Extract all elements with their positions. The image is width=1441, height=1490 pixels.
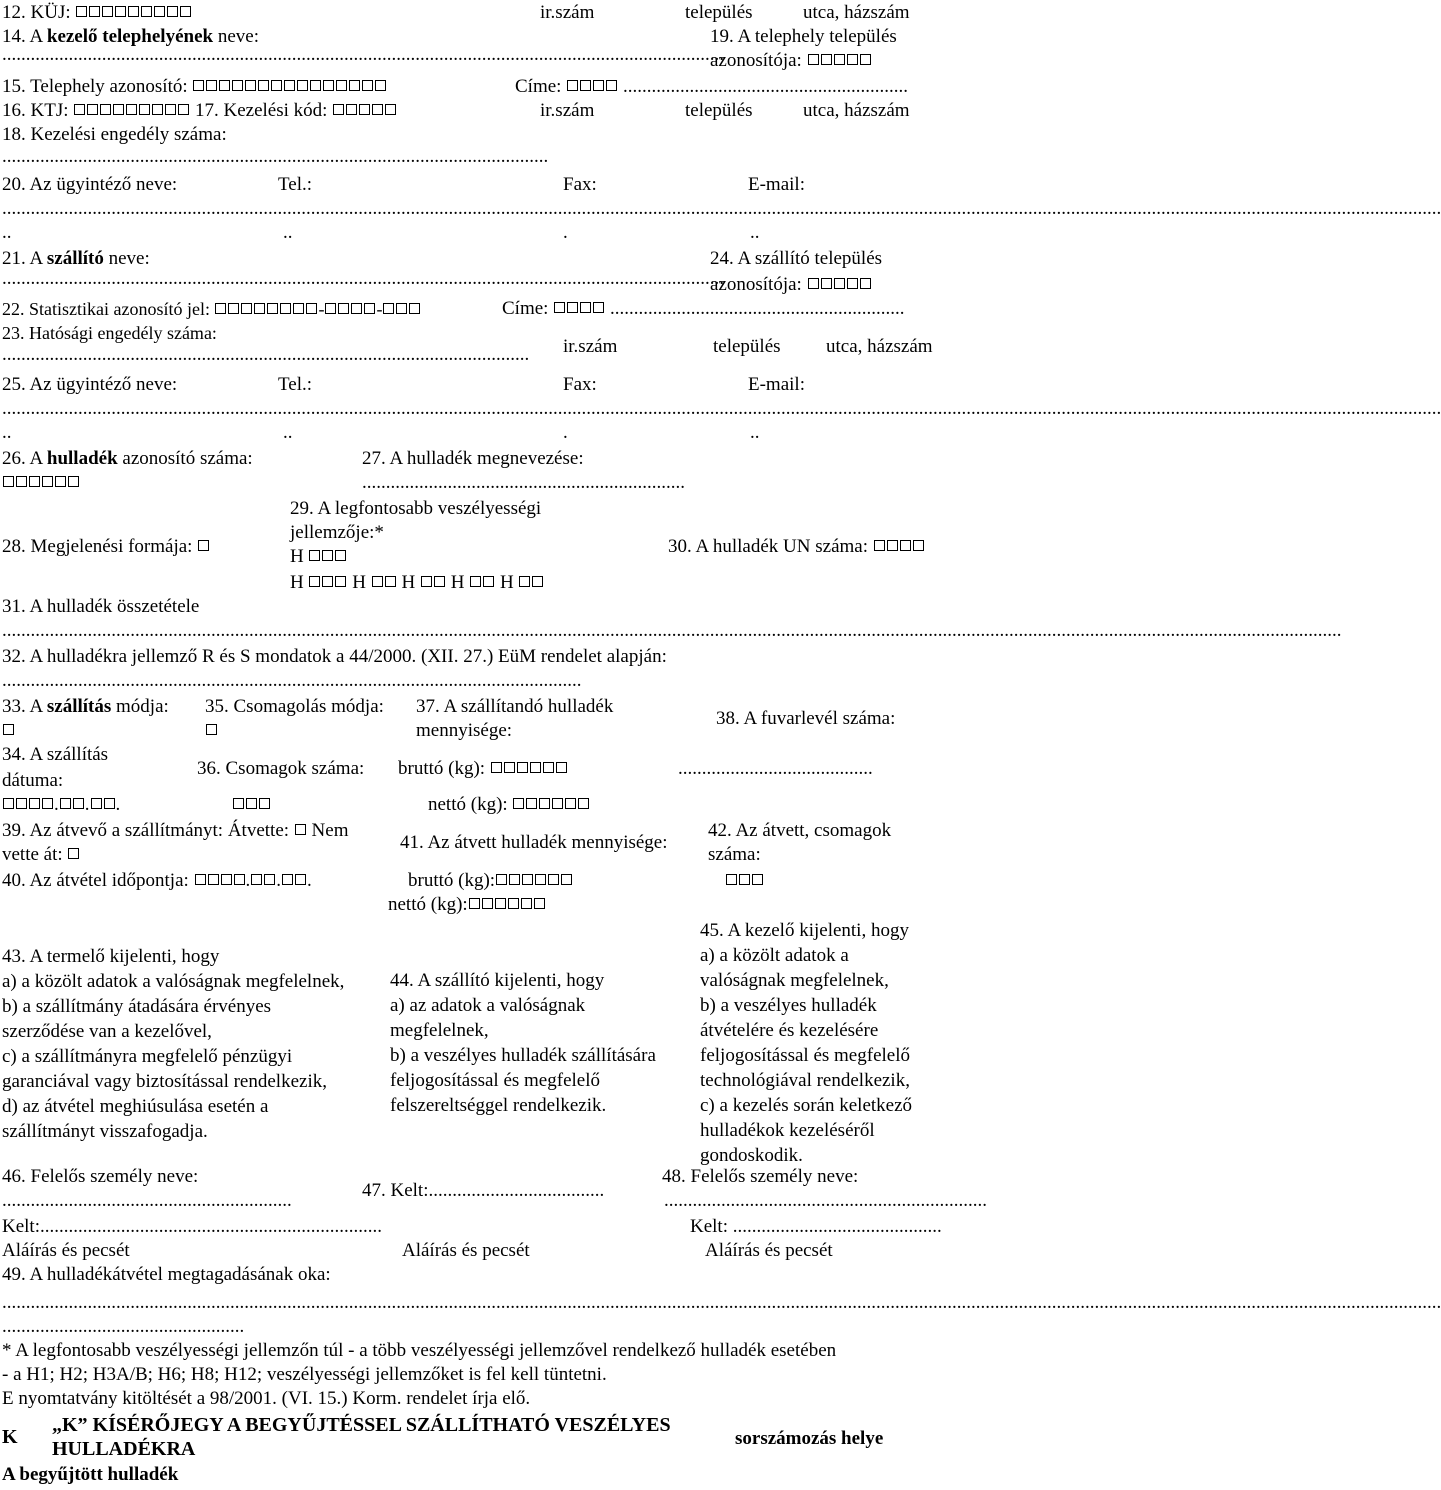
field-39: 39. Az átvevő a szállítmányt: Átvette: Nem [2, 820, 349, 841]
input-box[interactable] [421, 576, 432, 587]
dots: .................................................................... [362, 472, 685, 493]
dots: ................................................... [2, 1316, 245, 1337]
input-box[interactable] [383, 303, 394, 314]
label-email-1: E-mail: [748, 174, 805, 195]
input-box[interactable] [91, 798, 102, 809]
field-34: 34. A szállítás [2, 744, 109, 765]
input-box[interactable] [60, 798, 71, 809]
dots: . [563, 422, 568, 443]
input-box[interactable] [739, 874, 750, 885]
field-40: 40. Az átvétel időpontja: . . . [2, 870, 312, 891]
label-utca: utca, házszám [803, 2, 910, 23]
input-box[interactable] [73, 798, 84, 809]
input-box[interactable] [215, 303, 226, 314]
declaration-line: 44. A szállító kijelenti, hogy [390, 970, 605, 991]
input-box[interactable] [264, 874, 275, 885]
input-box[interactable] [561, 874, 572, 885]
declaration-line: garanciával vagy biztosítással rendelkezik, [2, 1071, 327, 1092]
input-box[interactable] [333, 104, 344, 115]
input-box[interactable] [821, 54, 832, 65]
dots: ............................................................................................................................................................................................................................................................................................................... [2, 398, 1441, 419]
input-box[interactable] [887, 540, 898, 551]
input-box[interactable] [246, 798, 257, 809]
label-email-2: E-mail: [748, 374, 805, 395]
input-box[interactable] [434, 576, 445, 587]
input-box[interactable] [219, 80, 230, 91]
input-box[interactable] [198, 540, 209, 551]
input-box[interactable] [385, 104, 396, 115]
input-box[interactable] [16, 476, 27, 487]
input-box[interactable] [323, 80, 334, 91]
input-box[interactable] [335, 550, 346, 561]
input-box[interactable] [16, 798, 27, 809]
input-box[interactable] [254, 303, 265, 314]
input-box[interactable] [241, 303, 252, 314]
input-box[interactable] [208, 874, 219, 885]
csomag-szam-boxes [232, 794, 271, 816]
field-27: 27. A hulladék megnevezése: [362, 448, 584, 469]
input-box[interactable] [154, 6, 165, 17]
h-code-main: H [290, 546, 347, 568]
input-box[interactable] [115, 6, 126, 17]
field-20: 20. Az ügyintéző neve: [2, 174, 178, 195]
label-irszam-3: ir.szám [563, 336, 618, 357]
declaration-line: c) a szállítmányra megfelelő pénzügyi [2, 1046, 293, 1067]
input-box[interactable] [364, 303, 375, 314]
declaration-line: a) az adatok a valóságnak [390, 995, 586, 1016]
input-box[interactable] [535, 874, 546, 885]
input-box[interactable] [221, 874, 232, 885]
input-box[interactable] [552, 798, 563, 809]
input-box[interactable] [251, 874, 262, 885]
input-box[interactable] [530, 762, 541, 773]
field-22: 22. Statisztikai azonosító jel: - - [2, 298, 421, 320]
input-box[interactable] [548, 874, 559, 885]
kelt-1: Kelt:........................................................................ [2, 1216, 382, 1237]
input-box[interactable] [834, 278, 845, 289]
kuj-boxes [75, 2, 192, 23]
dots: .......................................................................................................................... [2, 670, 582, 691]
input-box[interactable] [526, 798, 537, 809]
field-15: 15. Telephely azonosító: [2, 76, 387, 98]
datum-boxes: . . . [2, 794, 120, 816]
h-codes-extra: H H H H H [290, 572, 544, 594]
input-box[interactable] [87, 104, 98, 115]
declaration-line: valóságnak megfelelnek, [700, 970, 889, 991]
input-box[interactable] [351, 303, 362, 314]
input-box[interactable] [808, 278, 819, 289]
begyujtott-hulladek: A begyűjtött hulladék [2, 1464, 179, 1485]
field-41: 41. Az átvett hulladék mennyisége: [400, 832, 668, 853]
input-box[interactable] [322, 576, 333, 587]
input-box[interactable] [726, 874, 737, 885]
input-box[interactable] [29, 476, 40, 487]
input-box[interactable] [68, 476, 79, 487]
dots: .. [750, 422, 760, 443]
label-utca-3: utca, házszám [826, 336, 933, 357]
input-box[interactable] [55, 476, 66, 487]
input-box[interactable] [178, 104, 189, 115]
note-1: * A legfontosabb veszélyességi jellemzőn túl - a több veszélyességi jellemzővel rendelkező hulladék esetében [2, 1340, 837, 1361]
field-29b: jellemzője:* [290, 522, 384, 543]
input-box[interactable] [808, 54, 819, 65]
input-box[interactable] [567, 302, 578, 313]
input-box[interactable] [385, 576, 396, 587]
input-box[interactable] [282, 874, 293, 885]
declaration-line: technológiával rendelkezik, [700, 1070, 910, 1091]
input-box[interactable] [900, 540, 911, 551]
input-box[interactable] [245, 80, 256, 91]
dots: ......................................... [678, 758, 873, 779]
input-box[interactable] [139, 104, 150, 115]
field-cime-1: Címe: ............................................................ [515, 76, 908, 97]
dots: .. [283, 222, 293, 243]
input-box[interactable] [359, 104, 370, 115]
field-29: 29. A legfontosabb veszélyességi [290, 498, 542, 519]
input-box[interactable] [482, 898, 493, 909]
input-box[interactable] [409, 303, 420, 314]
input-box[interactable] [309, 550, 320, 561]
input-box[interactable] [76, 6, 87, 17]
field-37: 37. A szállítandó hulladék [416, 696, 614, 717]
field-18: 18. Kezelési engedély száma: [2, 124, 227, 145]
input-box[interactable] [338, 303, 349, 314]
field-34b: dátuma: [2, 770, 64, 791]
dots: .......................................................................................................................................................................................................................................................................................... [2, 620, 1342, 641]
input-box[interactable] [141, 6, 152, 17]
field-38: 38. A fuvarlevél száma: [716, 708, 896, 729]
input-box[interactable] [113, 104, 124, 115]
netto-1: nettó (kg): [428, 794, 590, 816]
input-box[interactable] [372, 576, 383, 587]
input-box[interactable] [193, 80, 204, 91]
input-box[interactable] [271, 80, 282, 91]
note-2: - a H1; H2; H3A/B; H6; H8; H12; veszélyességi jellemzőket is fel kell tüntetni. [2, 1364, 607, 1385]
declaration-line: b) a veszélyes hulladék [700, 995, 877, 1016]
input-box[interactable] [165, 104, 176, 115]
dots: . [563, 222, 568, 243]
input-box[interactable] [306, 303, 317, 314]
input-box[interactable] [74, 104, 85, 115]
field-14-kezelo: 14. A kezelő telephelyének neve: [2, 26, 259, 47]
declaration-44 [390, 968, 656, 1118]
declaration-line: 45. A kezelő kijelenti, hogy [700, 920, 909, 941]
label-tel-2: Tel.: [278, 374, 313, 395]
input-box[interactable] [593, 80, 604, 91]
input-box[interactable] [3, 476, 14, 487]
field-24: 24. A szállító település [710, 248, 883, 269]
input-box[interactable] [206, 80, 217, 91]
dots: .................................................................... [664, 1190, 987, 1211]
input-box[interactable] [580, 302, 591, 313]
input-box[interactable] [234, 874, 245, 885]
input-box[interactable] [322, 550, 333, 561]
field-36: 36. Csomagok száma: [197, 758, 365, 779]
alairas-2: Aláírás és pecsét [402, 1240, 530, 1261]
form-title-line1: „K” KÍSÉRŐJEGY A BEGYŰJTÉSSEL SZÁLLÍTHATÓ VESZÉLYES [52, 1414, 671, 1436]
declaration-line: a) a közölt adatok a valóságnak megfelelnek, [2, 971, 345, 992]
declaration-line: c) a kezelés során keletkező [700, 1095, 913, 1116]
input-box[interactable] [128, 6, 139, 17]
input-box[interactable] [513, 798, 524, 809]
dots: ........................................................................................................................................................ [2, 44, 724, 65]
declaration-line: szállítmányt visszafogadja. [2, 1121, 208, 1142]
declaration-line: d) az átvétel meghiúsulása esetén a [2, 1096, 269, 1117]
hulladek-azonosito-boxes [2, 472, 80, 494]
input-box[interactable] [309, 576, 320, 587]
dots: .. [2, 422, 12, 443]
field-42b: száma: [708, 844, 761, 865]
field-19: 19. A telephely település [710, 26, 897, 47]
input-box[interactable] [543, 762, 554, 773]
input-box[interactable] [821, 278, 832, 289]
declaration-line: 43. A termelő kijelenti, hogy [2, 946, 220, 967]
field-35: 35. Csomagolás módja: [205, 696, 384, 717]
szallitas-modja-box [2, 720, 15, 742]
input-box[interactable] [847, 278, 858, 289]
field-32: 32. A hulladékra jellemző R és S mondatok a 44/2000. (XII. 27.) EüM rendelet alapján: [2, 646, 667, 667]
input-box[interactable] [860, 278, 871, 289]
declaration-line: a) a közölt adatok a [700, 945, 849, 966]
input-box[interactable] [259, 798, 270, 809]
label-utca-2: utca, házszám [803, 100, 910, 121]
dots: .. [2, 222, 12, 243]
field-21-szallito: 21. A szállító neve: [2, 248, 150, 269]
field-47: 47. Kelt:..................................... [362, 1180, 605, 1201]
field-25: 25. Az ügyintéző neve: [2, 374, 178, 395]
brutto-1: bruttó (kg): [398, 758, 568, 780]
declaration-line: felszereltséggel rendelkezik. [390, 1095, 607, 1116]
brutto-2: bruttó (kg): [408, 870, 573, 892]
declaration-line: szerződése van a kezelővel, [2, 1021, 212, 1042]
dots: .. [283, 422, 293, 443]
label-telepules-3: település [713, 336, 781, 357]
field-33: 33. A szállítás módja: [2, 696, 169, 717]
input-box[interactable] [469, 898, 480, 909]
input-box[interactable] [534, 898, 545, 909]
input-box[interactable] [517, 762, 528, 773]
input-box[interactable] [295, 824, 306, 835]
input-box[interactable] [539, 798, 550, 809]
input-box[interactable] [567, 80, 578, 91]
input-box[interactable] [100, 104, 111, 115]
field-30: 30. A hulladék UN száma: [668, 536, 925, 558]
input-box[interactable] [325, 303, 336, 314]
input-box[interactable] [874, 540, 885, 551]
input-box[interactable] [554, 302, 565, 313]
input-box[interactable] [293, 303, 304, 314]
input-box[interactable] [167, 6, 178, 17]
input-box[interactable] [504, 762, 515, 773]
label-irszam: ir.szám [540, 2, 595, 23]
input-box[interactable] [233, 798, 244, 809]
input-box[interactable] [310, 80, 321, 91]
dots: ............................................................................................................... [2, 344, 530, 365]
input-box[interactable] [491, 762, 502, 773]
input-box[interactable] [375, 80, 386, 91]
label-fax-1: Fax: [563, 174, 597, 195]
csomag-atvett-boxes [725, 870, 764, 892]
input-box[interactable] [232, 80, 243, 91]
input-box[interactable] [834, 54, 845, 65]
input-box[interactable] [258, 80, 269, 91]
csomagolas-modja-box [205, 720, 218, 742]
label-telepules: település [685, 2, 753, 23]
field-37b: mennyisége: [416, 720, 513, 741]
input-box[interactable] [3, 724, 14, 735]
input-box[interactable] [860, 54, 871, 65]
dots: ............................................................. [2, 1190, 292, 1211]
input-box[interactable] [3, 798, 14, 809]
input-box[interactable] [372, 104, 383, 115]
dots: ............................................................................................................................................................................................................................................................................................................... [2, 1292, 1441, 1313]
dots: ................................................................................................................... [2, 146, 549, 167]
declaration-line: hulladékok kezeléséről [700, 1120, 875, 1141]
input-box[interactable] [847, 54, 858, 65]
input-box[interactable] [349, 80, 360, 91]
label-irszam-2: ir.szám [540, 100, 595, 121]
field-48: 48. Felelős személy neve: [662, 1166, 859, 1187]
input-box[interactable] [578, 798, 589, 809]
input-box[interactable] [29, 798, 40, 809]
input-box[interactable] [180, 6, 191, 17]
field-16-ktj: 16. KTJ: 17. Kezelési kód: [2, 100, 397, 122]
input-box[interactable] [470, 576, 481, 587]
note-3: E nyomtatvány kitöltését a 98/2001. (VI. 15.) Korm. rendelet írja elő. [2, 1388, 531, 1409]
input-box[interactable] [496, 874, 507, 885]
field-cime-2: Címe: .............................................................. [502, 298, 905, 319]
alairas-3: Aláírás és pecsét [705, 1240, 833, 1261]
field-46: 46. Felelős személy neve: [2, 1166, 199, 1187]
alairas-1: Aláírás és pecsét [2, 1240, 130, 1261]
input-box[interactable] [335, 576, 346, 587]
field-31: 31. A hulladék összetétele [2, 596, 200, 617]
declaration-line: b) a szállítmány átadására érvényes [2, 996, 272, 1017]
dots: ........................................................................................................................................................ [2, 268, 724, 289]
input-box[interactable] [102, 6, 113, 17]
declaration-line: feljogosítással és megfelelő [390, 1070, 600, 1091]
field-49: 49. A hulladékátvétel megtagadásának oka: [2, 1264, 331, 1285]
input-box[interactable] [104, 798, 115, 809]
field-24-azonosito: azonosítója: [710, 274, 872, 296]
input-box[interactable] [42, 798, 53, 809]
input-box[interactable] [495, 898, 506, 909]
field-28: 28. Megjelenési formája: [2, 536, 210, 558]
input-box[interactable] [362, 80, 373, 91]
input-box[interactable] [336, 80, 347, 91]
netto-2: nettó (kg): [388, 894, 546, 916]
sorszamozas-helye: sorszámozás helye [735, 1428, 884, 1449]
input-box[interactable] [42, 476, 53, 487]
input-box[interactable] [267, 303, 278, 314]
input-box[interactable] [89, 6, 100, 17]
declaration-line: átvételére és kezelésére [700, 1020, 879, 1041]
input-box[interactable] [284, 80, 295, 91]
field-39b: vette át: [2, 844, 80, 866]
field-19-azonosito: azonosítója: [710, 50, 872, 72]
input-box[interactable] [396, 303, 407, 314]
input-box[interactable] [126, 104, 137, 115]
input-box[interactable] [913, 540, 924, 551]
input-box[interactable] [206, 724, 217, 735]
input-box[interactable] [565, 798, 576, 809]
field-12-kuj: 12. KÜJ: [2, 2, 192, 24]
input-box[interactable] [483, 576, 494, 587]
input-box[interactable] [606, 80, 617, 91]
input-box[interactable] [556, 762, 567, 773]
label-tel-1: Tel.: [278, 174, 313, 195]
form-title-line2: HULLADÉKRA [52, 1438, 196, 1460]
input-box[interactable] [752, 874, 763, 885]
declaration-43 [2, 944, 344, 1144]
input-box[interactable] [532, 576, 543, 587]
field-26: 26. A hulladék azonosító száma: [2, 448, 253, 469]
input-box[interactable] [522, 874, 533, 885]
declaration-45 [700, 918, 912, 1168]
input-box[interactable] [508, 898, 519, 909]
input-box[interactable] [195, 874, 206, 885]
input-box[interactable] [593, 302, 604, 313]
input-box[interactable] [280, 303, 291, 314]
input-box[interactable] [68, 848, 79, 859]
input-box[interactable] [580, 80, 591, 91]
field-23: 23. Hatósági engedély száma: [2, 323, 217, 343]
declaration-line: feljogosítással és megfelelő [700, 1045, 910, 1066]
k-letter: K [2, 1426, 18, 1448]
input-box[interactable] [228, 303, 239, 314]
declaration-line: gondoskodik. [700, 1145, 803, 1166]
input-box[interactable] [152, 104, 163, 115]
declaration-line: b) a veszélyes hulladék szállítására [390, 1045, 656, 1066]
kelt-3: Kelt: ............................................ [690, 1216, 942, 1237]
declaration-line: megfelelnek, [390, 1020, 489, 1041]
dots: .. [750, 222, 760, 243]
input-box[interactable] [346, 104, 357, 115]
input-box[interactable] [509, 874, 520, 885]
dots: ............................................................................................................................................................................................................................................................................................................... [2, 198, 1441, 219]
input-box[interactable] [297, 80, 308, 91]
label-telepules-2: település [685, 100, 753, 121]
field-42: 42. Az átvett, csomagok [708, 820, 892, 841]
label-fax-2: Fax: [563, 374, 597, 395]
input-box[interactable] [521, 898, 532, 909]
input-box[interactable] [295, 874, 306, 885]
input-box[interactable] [519, 576, 530, 587]
